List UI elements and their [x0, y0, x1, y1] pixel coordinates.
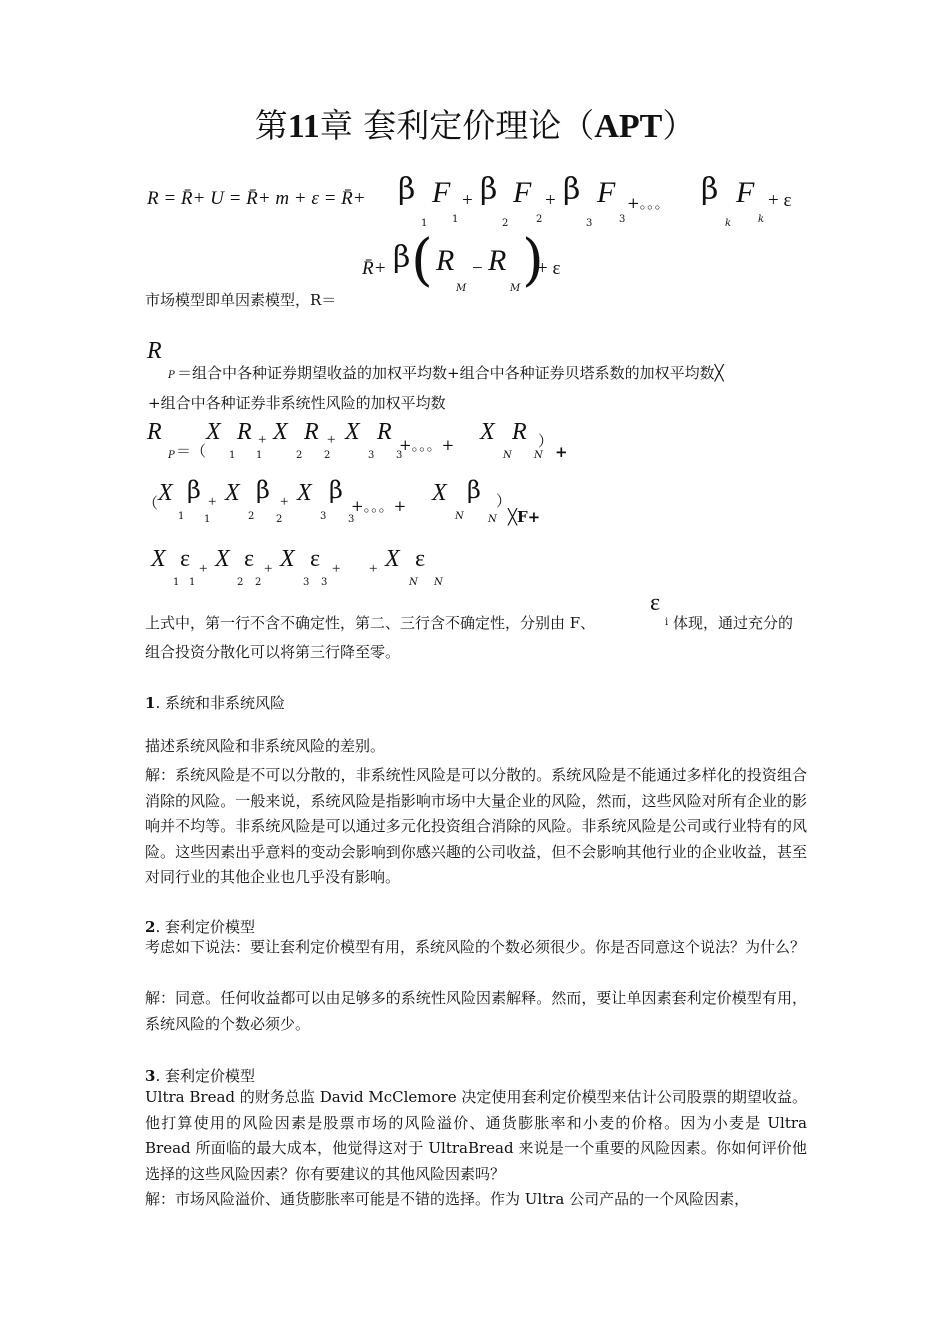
- section-3-answer: 解：市场风险溢价、通货膨胀率可能是不错的选择。作为 Ultra 公司产品的一个风险因素，: [145, 1190, 750, 1208]
- section-3-question: Ultra Bread 的财务总监 David McClemore 决定使用套利定价模型来估计公司股票的期望收益。他打算使用的风险因素是股票市场的风险溢价、通货膨胀率和小麦的价格。因为小麦是 Ultra Bread 所面临的最大成本，他觉得这对于 UltraBread 来说是一个重要的风险因素。你如何评价他选择的这些风险因素？你有要建议的其他风险因素吗？: [145, 1088, 807, 1183]
- market-model-label: 市场模型即单因素模型，R＝: [145, 291, 337, 309]
- section-2-heading: 2. 套利定价模型: [145, 918, 255, 936]
- section-3-heading: 3. 套利定价模型: [145, 1067, 255, 1085]
- section-2-answer: 解：同意。任何收益都可以由足够多的系统性风险因素解释。然而，要让单因素套利定价模型有用，系统风险的个数必须少。: [145, 989, 807, 1033]
- page-title: 第11章 套利定价理论（APT）: [254, 106, 696, 145]
- section-2-question: 考虑如下说法：要让套利定价模型有用，系统风险的个数必须很少。你是否同意这个说法？为什么？: [145, 938, 806, 956]
- section-1-heading: 1. 系统和非系统风险: [145, 694, 285, 712]
- section-1-question: 描述系统风险和非系统风险的差别。: [145, 737, 386, 755]
- section-1-answer: 解：系统风险是不可以分散的，非系统性风险是可以分散的。系统风险是不能通过多样化的投资组合消除的风险。一般来说，系统风险是指影响市场中大量企业的风险，然而，这些风险对所有企业的影响并不均等。非系统风险是可以通过多元化投资组合消除的风险。非系统风险是公司或行业特有的风险。这些因素出乎意料的变动会影响到你感兴趣的公司收益，但不会影响其他行业的企业收益，甚至对同行业的其他企业也几乎没有影响。: [145, 766, 807, 886]
